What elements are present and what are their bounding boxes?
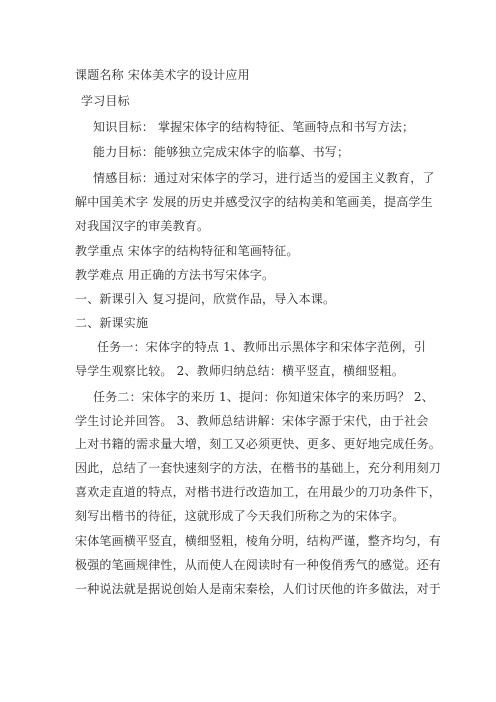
task-two-line-4: 因此，总结了一套快速刻字的方法，在楷书的基础上，充分利用刻刀 (75, 461, 442, 475)
teaching-difficulty-line: 教学难点 用正确的方法书写宋体字。 (75, 268, 275, 282)
songti-features-line-3: 一种说法就是据说创始人是南宋秦桧，人们讨厌他的许多做法，对于 (75, 582, 442, 596)
task-two-line: 任务二：宋体字的来历 1、提问：你知道宋体字的来历吗？ 2、 (93, 390, 434, 404)
task-one-line-2: 导学生观察比较。 2、教师归纳总结：横平竖直，横细竖粗。 (75, 364, 405, 378)
emotion-goal-line-3: 对我国汉字的审美教育。 (75, 219, 210, 233)
learning-objectives-heading: 学习目标 (81, 94, 130, 108)
lesson-title-line: 课题名称 宋体美术字的设计应用 (75, 68, 250, 82)
section-one-heading: 一、新课引入 复习提问，欣赏作品，导入本课。 (75, 292, 336, 306)
ability-goal-line: 能力目标：能够独立完成宋体字的临摹、书写； (93, 145, 350, 159)
songti-features-line: 宋体笔画横平竖直，横细竖粗，棱角分明，结构严谨，整齐均匀，有 (75, 534, 442, 548)
task-two-line-6: 刻写出楷书的待征，这就形成了今天我们所称之为的宋体字。 (75, 509, 405, 523)
knowledge-goal-line: 知识目标： 掌握宋体字的结构特征、笔画特点和书写方法； (93, 120, 415, 134)
task-two-line-2: 学生讨论并回答。 3、教师总结讲解：宋体字源于宋代，由于社会 (75, 414, 429, 428)
songti-features-line-2: 极强的笔画规律性，从而使人在阅读时有一种俊俏秀气的感觉。还有 (75, 558, 442, 572)
teaching-focus-line: 教学重点 宋体字的结构特征和笔画特征。 (75, 244, 299, 258)
emotion-goal-line-2: 解中国美术字 发展的历史并感受汉字的结构美和笔画美，提高学生 (75, 195, 433, 209)
emotion-goal-line: 情感目标：通过对宋体字的学习，进行适当的爱国主义教育，了 (93, 171, 435, 185)
task-two-line-5: 喜欢走直道的特点，对楷书进行改造加工，在用最少的刀功条件下， (75, 485, 442, 499)
task-one-line: 任务一：宋体字的特点 1、教师出示黑体字和宋体字范例，引 (97, 340, 427, 354)
section-two-heading: 二、新课实施 (75, 316, 149, 330)
task-two-line-3: 上对书籍的需求量大增，刻工又必须更快、更多、更好地完成任务。 (75, 437, 442, 451)
